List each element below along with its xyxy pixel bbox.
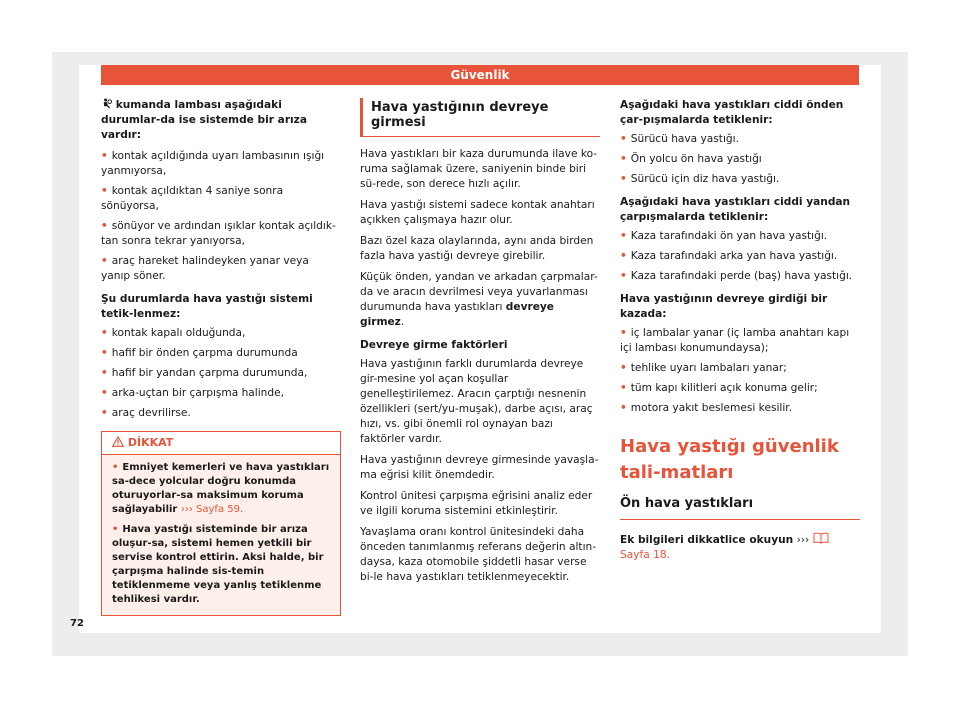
list-item: • hafif bir önden çarpma durumunda: [101, 347, 298, 359]
bullet-list-1: [101, 149, 341, 284]
list-item: • hafif bir yandan çarpma durumunda,: [101, 367, 308, 379]
list-item: • tüm kapı kilitleri açık konuma gelir;: [620, 382, 818, 394]
page-link[interactable]: Sayfa 18.: [620, 549, 670, 561]
list-item: • Kaza tarafındaki perde (baş) hava yastığı.: [620, 270, 853, 282]
bullet-dot: •: [620, 133, 627, 145]
section-title: Hava yastığının devreye girmesi: [360, 98, 600, 137]
paragraph: Hava yastıkları bir kaza durumunda ilave ko-ruma sağlamak üzere, saniyenin binde biri sü-rede, son derece hızlı açılır.: [360, 148, 598, 190]
bullet-dot: •: [101, 327, 108, 339]
bullet-list-2: [101, 326, 341, 421]
list-item: • Sürücü için diz hava yastığı.: [620, 173, 780, 185]
page-number: 72: [70, 618, 84, 629]
bullet-dot: •: [620, 230, 627, 242]
bullet-list: [620, 229, 860, 284]
subheading: Devreye girme faktörleri: [360, 339, 508, 351]
paragraph: Küçük önden, yandan ve arkadan çarpmalar-da ve aracın devrilmesi veya yuvarlanması durumunda hava yastıkları devreye girmez.: [360, 271, 598, 328]
subheading: Aşağıdaki hava yastıkları ciddi yandan çarpışmalarda tetiklenir:: [620, 196, 851, 223]
subheading: Hava yastığının devreye girdiği bir kazada:: [620, 293, 828, 320]
bullet-dot: •: [101, 185, 108, 197]
bullet-dot: •: [620, 362, 627, 374]
warning-body: [102, 455, 340, 615]
subheading: Aşağıdaki hava yastıkları ciddi önden çar-pışmalarda tetiklenir:: [620, 99, 844, 126]
bullet-dot: •: [620, 173, 627, 185]
paragraph: Kontrol ünitesi çarpışma eğrisini analiz eder ve ilgili koruma sistemini etkinleştirir.: [360, 490, 593, 517]
page-link[interactable]: ››› Sayfa 59.: [180, 504, 244, 515]
warning-box: [101, 431, 341, 616]
paragraph: Yavaşlama oranı kontrol ünitesindeki daha önceden tanımlanmış referans değerin altın-daysa, kaza otomobile şiddetli hasar verse bi-le hava yastıkları tetiklenmeyecektir.: [360, 526, 597, 583]
paragraph: Hava yastığının devreye girmesinde yavaşla-ma eğrisi kilit önemdedir.: [360, 454, 599, 481]
bullet-dot: •: [101, 150, 108, 162]
list-item: • Ön yolcu ön hava yastığı: [620, 153, 762, 165]
bullet-list: [620, 132, 860, 187]
bullet-dot: •: [620, 270, 627, 282]
bullet-dot: •: [620, 153, 627, 165]
warning-item: • Emniyet kemerleri ve hava yastıkları sa-dece yolcular doğru konumda oturuyorlar-sa maksimum koruma sağlayabilir ››› Sayfa 59.: [112, 462, 330, 515]
list-item: • kontak açıldığında uyarı lambasının ışığı yanmıyorsa,: [101, 150, 325, 177]
paragraph: Hava yastığı sistemi sadece kontak anahtarı açıkken çalışmaya hazır olur.: [360, 199, 595, 226]
list-item: • Kaza tarafındaki ön yan hava yastığı.: [620, 230, 828, 242]
section-header: Güvenlik: [101, 65, 859, 85]
bullet-list: [620, 326, 860, 416]
list-item: • Kaza tarafındaki arka yan hava yastığı.: [620, 250, 838, 262]
subheading: Şu durumlarda hava yastığı sistemi tetik-lenmez:: [101, 293, 313, 320]
column-2: [360, 98, 600, 591]
list-item: • araç devrilirse.: [101, 407, 191, 419]
sub-title: Ön hava yastıkları: [620, 496, 860, 520]
chapter-title: Hava yastığı güvenlik tali-matları: [620, 436, 839, 483]
list-item: • kontak açıldıktan 4 saniye sonra sönüyorsa,: [101, 185, 284, 212]
paragraph: Hava yastığının farklı durumlarda devreye gir-mesine yol açan koşullar genelleştirilemez. Aracın çarptığı nesnenin özellikleri (sert/yu-muşak), darbe açısı, araç hızı, vs. gibi önemli rol oynayan bazı faktörler vardır.: [360, 358, 593, 445]
warning-header: DİKKAT: [102, 432, 340, 455]
list-item: • Sürücü hava yastığı.: [620, 133, 739, 145]
bullet-dot: •: [620, 382, 627, 394]
bullet-dot: •: [620, 402, 627, 414]
warning-item: • Hava yastığı sisteminde bir arıza oluşur-sa, sistemi hemen yetkili bir servise kontrol ettirin. Aksi halde, bir çarpışma halinde sis-temin tetiklenmeme veya yanlış tetiklenme tehlikesi vardır.: [112, 524, 324, 605]
column-3: [620, 98, 860, 569]
list-item: • tehlike uyarı lambaları yanar;: [620, 362, 787, 374]
list-item: • iç lambalar yanar (iç lamba anahtarı kapı içi lambası konumundaysa);: [620, 327, 850, 354]
airbag-warning-icon: [101, 99, 116, 111]
bullet-dot: •: [101, 367, 108, 379]
list-item: • sönüyor ve ardından ışıklar kontak açıldık-tan sonra tekrar yanıyorsa,: [101, 220, 336, 247]
intro-paragraph: kumanda lambası aşağıdaki durumlar-da ise sistemde bir arıza vardır:: [101, 99, 307, 141]
reference-line: Ek bilgileri dikkatlice okuyun ››› Sayfa 18.: [620, 532, 860, 563]
bullet-dot: •: [101, 220, 108, 232]
book-icon: [813, 534, 829, 546]
bullet-dot: •: [101, 387, 108, 399]
list-item: • motora yakıt beslemesi kesilir.: [620, 402, 793, 414]
list-item: • kontak kapalı olduğunda,: [101, 327, 246, 339]
list-item: • arka-uçtan bir çarpışma halinde,: [101, 387, 285, 399]
bullet-dot: •: [620, 327, 627, 339]
warning-triangle-icon: [112, 436, 128, 449]
bullet-dot: •: [620, 250, 627, 262]
bullet-dot: •: [101, 347, 108, 359]
paragraph: Bazı özel kaza olaylarında, aynı anda birden fazla hava yastığı devreye girebilir.: [360, 235, 594, 262]
bullet-dot: •: [101, 255, 108, 267]
bullet-dot: •: [101, 407, 108, 419]
list-item: • araç hareket halindeyken yanar veya yanıp söner.: [101, 255, 309, 282]
column-1: [101, 98, 341, 616]
